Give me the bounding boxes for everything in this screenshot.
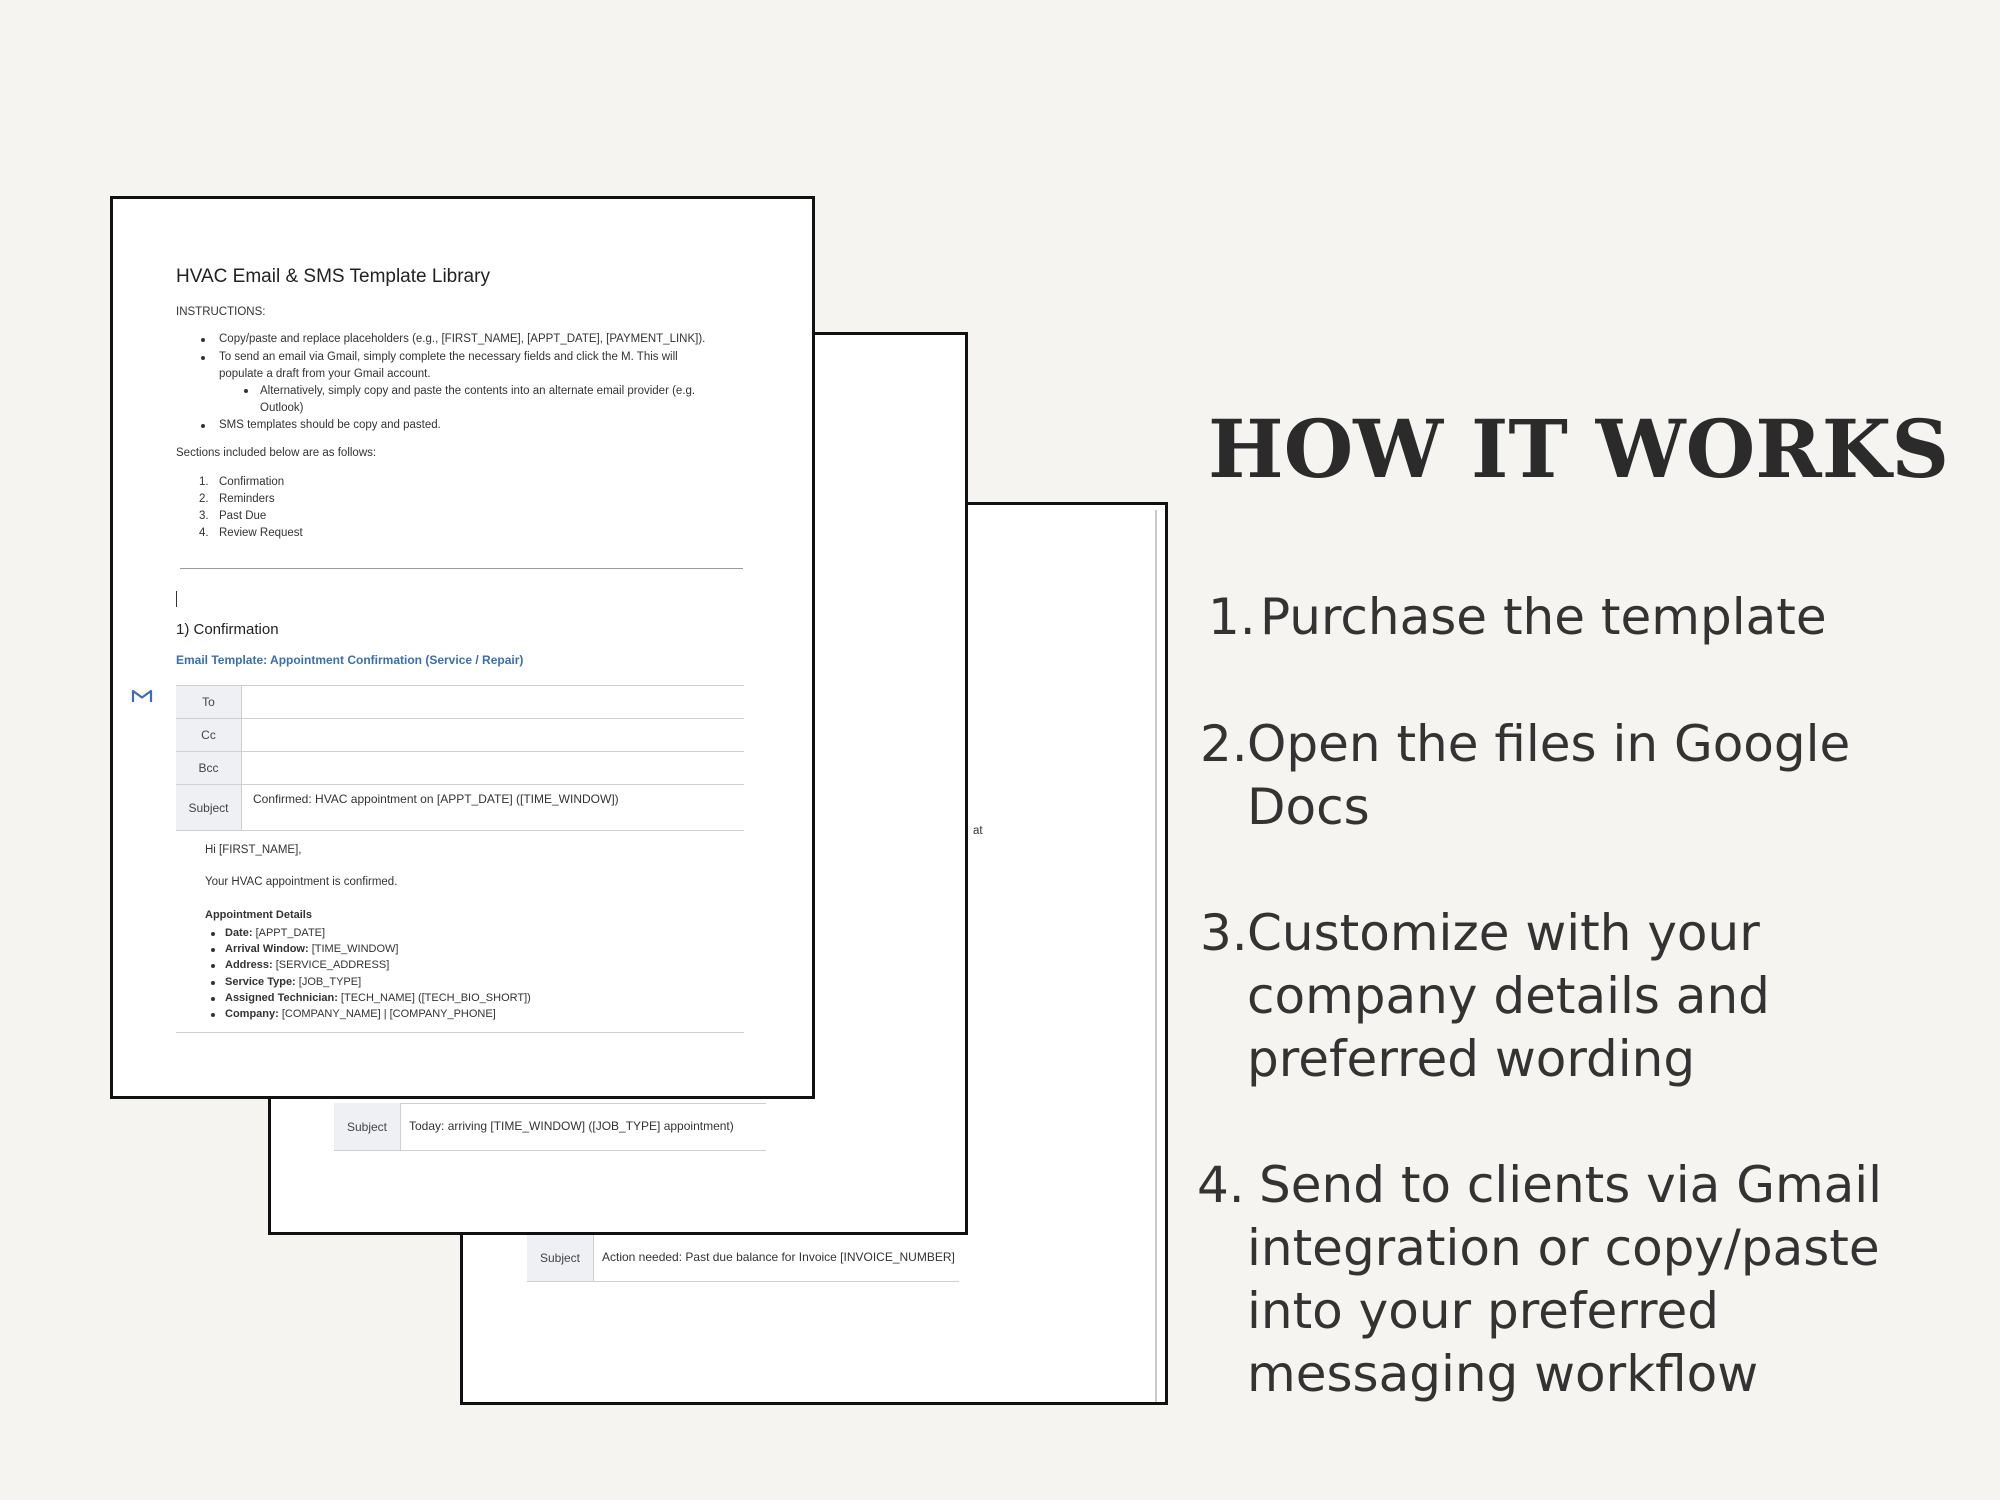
subject-value: Confirmed: HVAC appointment on [APPT_DATE] ([TIME_WINDOW])	[253, 792, 619, 806]
instruction-sub-bullet: Alternatively, simply copy and paste the contents into an alternate email provider (e.g.	[260, 383, 695, 400]
detail-item: Address: [SERVICE_ADDRESS]	[225, 957, 389, 974]
document-title: HVAC Email & SMS Template Library	[176, 266, 490, 287]
bcc-label: Bcc	[176, 752, 242, 784]
subject-label: Subject	[334, 1103, 401, 1151]
page-edge	[1155, 510, 1157, 1402]
to-label: To	[176, 686, 242, 718]
text-fragment: at	[973, 825, 983, 837]
detail-item: Date: [APPT_DATE]	[225, 925, 325, 942]
section-list-item: 3. Past Due	[199, 510, 267, 522]
detail-item: Arrival Window: [TIME_WINDOW]	[225, 941, 398, 958]
subject-value: Today: arriving [TIME_WINDOW] ([JOB_TYPE] appointment)	[409, 1119, 734, 1133]
how-it-works-heading: HOW IT WORKS	[1208, 402, 1950, 496]
instruction-bullet: SMS templates should be copy and pasted.	[219, 417, 441, 434]
detail-item: Company: [COMPANY_NAME] | [COMPANY_PHONE]	[225, 1006, 496, 1023]
subject-value: Action needed: Past due balance for Invoice [INVOICE_NUMBER]	[602, 1250, 955, 1264]
subject-label: Subject	[527, 1234, 594, 1282]
instruction-bullet: Copy/paste and replace placeholders (e.g., [FIRST_NAME], [APPT_DATE], [PAYMENT_LINK]).	[219, 331, 705, 348]
instructions-label: INSTRUCTIONS:	[176, 306, 266, 318]
email-confirm-line: Your HVAC appointment is confirmed.	[205, 876, 398, 888]
horizontal-rule	[180, 568, 743, 569]
subject-label: Subject	[176, 785, 242, 830]
detail-item: Service Type: [JOB_TYPE]	[225, 974, 361, 991]
section-list-item: 2. Reminders	[199, 493, 275, 505]
subject-row	[334, 1103, 766, 1151]
instruction-bullet: To send an email via Gmail, simply complete the necessary fields and click the M. This will	[219, 349, 678, 366]
section-heading: 1) Confirmation	[176, 621, 279, 638]
document-page-library	[110, 196, 815, 1099]
instruction-sub-bullet-cont: Outlook)	[260, 402, 304, 414]
detail-item: Assigned Technician: [TECH_NAME] ([TECH_BIO_SHORT])	[225, 990, 531, 1007]
cc-label: Cc	[176, 719, 242, 751]
sections-intro: Sections included below are as follows:	[176, 447, 377, 459]
text-cursor	[176, 591, 177, 607]
email-greeting: Hi [FIRST_NAME],	[205, 844, 302, 856]
email-template-title: Email Template: Appointment Confirmation (Service / Repair)	[176, 653, 524, 667]
section-list-item: 1. Confirmation	[199, 476, 285, 488]
subject-row	[527, 1234, 959, 1282]
instruction-bullet-cont: populate a draft from your Gmail account.	[219, 368, 431, 380]
gmail-icon[interactable]	[131, 688, 153, 704]
section-list-item: 4. Review Request	[199, 527, 303, 539]
details-heading: Appointment Details	[205, 909, 312, 921]
